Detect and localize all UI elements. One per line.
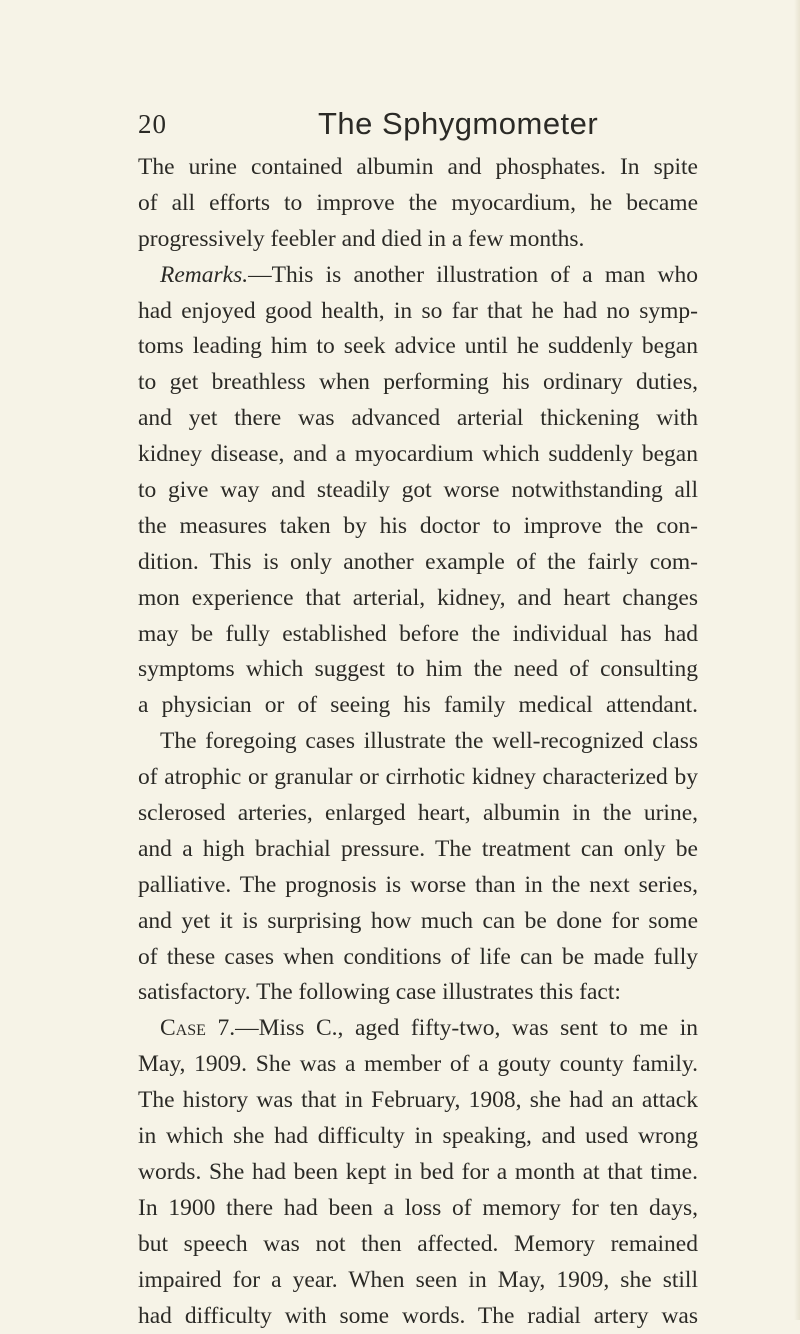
text-line: the measures taken by his doctor to improve the con-	[138, 509, 698, 545]
text-line: satisfactory. The following case illustrates this fact:	[138, 975, 698, 1011]
text-line: of atrophic or granular or cirrhotic kidney characterized by	[138, 760, 698, 796]
text-line: Remarks.—This is another illustration of a man who	[138, 258, 698, 294]
text-line: progressively feebler and died in a few months.	[138, 222, 698, 258]
text-line: May, 1909. She was a member of a gouty county family.	[138, 1047, 698, 1083]
text-line: of all efforts to improve the myocardium, he became	[138, 186, 698, 222]
text-line: Case 7.—Miss C., aged fifty-two, was sent to me in	[138, 1011, 698, 1047]
text-line: kidney disease, and a myocardium which suddenly began	[138, 437, 698, 473]
text-line: toms leading him to seek advice until he suddenly began	[138, 329, 698, 365]
text-line: mon experience that arterial, kidney, and heart changes	[138, 581, 698, 617]
case-heading: Case	[160, 1015, 206, 1041]
text-line: may be fully established before the individual has had	[138, 617, 698, 653]
text-line: a physician or of seeing his family medical attendant.	[138, 688, 698, 724]
text-line: of these cases when conditions of life can be made fully	[138, 940, 698, 976]
text-line: palliative. The prognosis is worse than in the next series,	[138, 868, 698, 904]
page-edge-shadow	[794, 0, 800, 1320]
text-line: had difficulty with some words. The radial artery was	[138, 1299, 698, 1334]
text-line: and yet there was advanced arterial thickening with	[138, 401, 698, 437]
text-line: and a high brachial pressure. The treatment can only be	[138, 832, 698, 868]
text-line: dition. This is only another example of the fairly com-	[138, 545, 698, 581]
text-line: words. She had been kept in bed for a month at that time.	[138, 1155, 698, 1191]
text-line: symptoms which suggest to him the need of consulting	[138, 652, 698, 688]
text-line: In 1900 there had been a loss of memory for ten days,	[138, 1191, 698, 1227]
remarks-heading: Remarks.	[160, 262, 248, 288]
text-line: impaired for a year. When seen in May, 1909, she still	[138, 1263, 698, 1299]
text-line: but speech was not then affected. Memory remained	[138, 1227, 698, 1263]
text-line: had enjoyed good health, in so far that he had no symp-	[138, 294, 698, 330]
body-text	[138, 150, 698, 1334]
text-line: sclerosed arteries, enlarged heart, albumin in the urine,	[138, 796, 698, 832]
text-line: to give way and steadily got worse notwithstanding all	[138, 473, 698, 509]
page-number: 20	[138, 104, 167, 144]
text-line: to get breathless when performing his ordinary duties,	[138, 365, 698, 401]
text-line: The foregoing cases illustrate the well-recognized class	[138, 724, 698, 760]
text-line: and yet it is surprising how much can be done for some	[138, 904, 698, 940]
text-line: The history was that in February, 1908, she had an attack	[138, 1083, 698, 1119]
running-header	[0, 104, 800, 144]
running-title: The Sphygmometer	[318, 104, 598, 144]
text-line: The urine contained albumin and phosphates. In spite	[138, 150, 698, 186]
text-line: in which she had difficulty in speaking, and used wrong	[138, 1119, 698, 1155]
